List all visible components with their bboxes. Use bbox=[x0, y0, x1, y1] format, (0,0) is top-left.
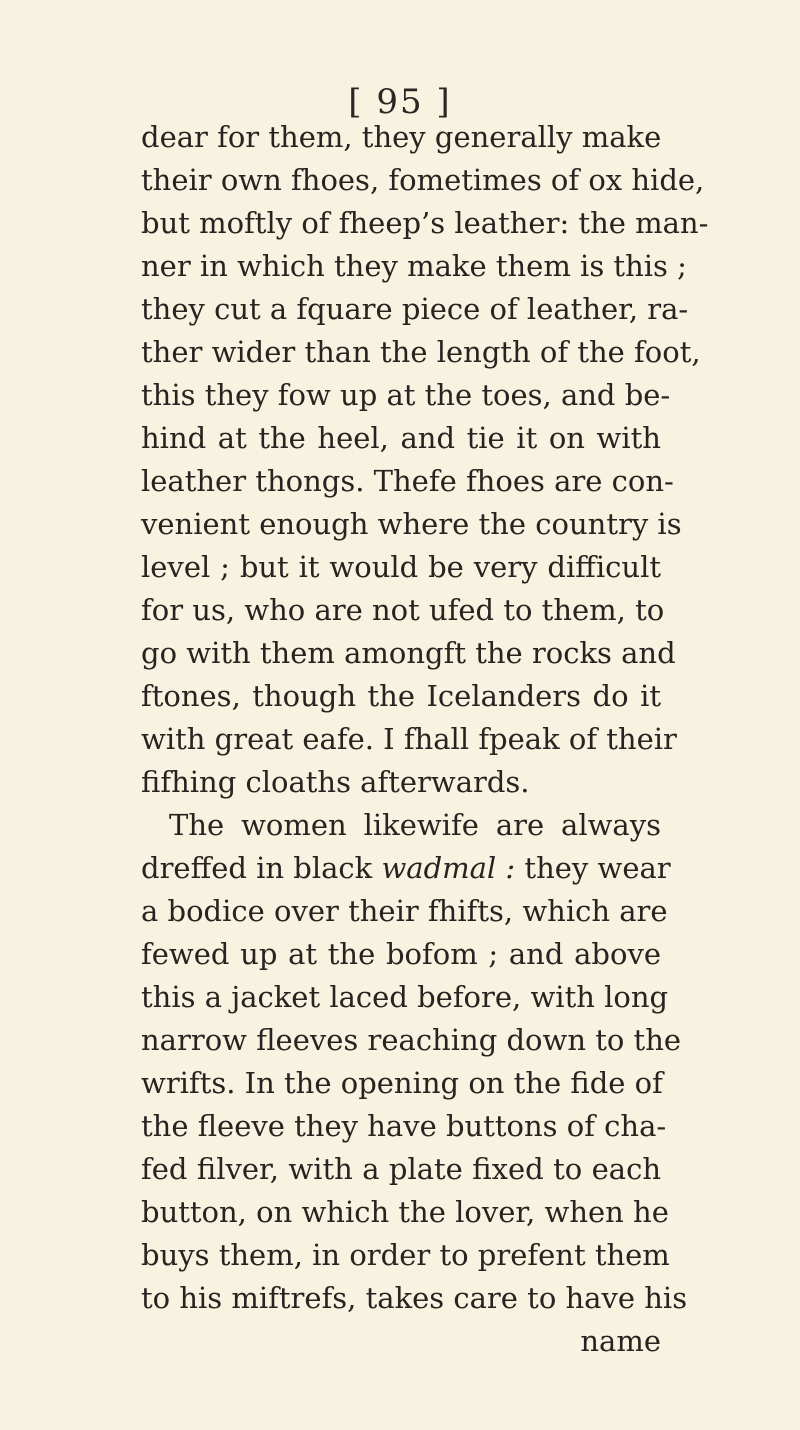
text-line: this they fow up at the toes, and be- bbox=[141, 378, 671, 412]
text-line: fed filver, with a plate fixed to each bbox=[141, 1152, 661, 1186]
text-line: go with them amongft the rocks and bbox=[141, 636, 676, 670]
text-line: narrow fleeves reaching down to the bbox=[141, 1023, 682, 1057]
text-line: wrifts. In the opening on the fide of bbox=[141, 1066, 663, 1100]
text-line: but moftly of fheep’s leather: the man- bbox=[141, 206, 709, 240]
text-line: to his miftrefs, takes care to have his bbox=[141, 1281, 688, 1315]
text-line: button, on which the lover, when he bbox=[141, 1195, 669, 1229]
text-line: leather thongs. Thefe fhoes are con- bbox=[141, 464, 674, 498]
text-line: buys them, in order to prefent them bbox=[141, 1238, 670, 1272]
catchword: name bbox=[580, 1324, 661, 1358]
italic-term: wadmal : bbox=[381, 851, 516, 885]
text-line: ther wider than the length of the foot, bbox=[141, 335, 701, 369]
text-line: fewed up at the bofom ; and above bbox=[141, 937, 661, 971]
text-line: hind at the heel, and tie it on with bbox=[141, 421, 661, 455]
text-line: fifhing cloaths afterwards. bbox=[141, 765, 530, 799]
text-line: the fleeve they have buttons of cha- bbox=[141, 1109, 667, 1143]
page-number-header: [ 95 ] bbox=[348, 82, 452, 122]
text-line: a bodice over their fhifts, which are bbox=[141, 894, 668, 928]
text-line: ftones, though the Icelanders do it bbox=[141, 679, 661, 713]
text-line: with great eafe. I fhall fpeak of their bbox=[141, 722, 677, 756]
text-line: level ; but it would be very difficult bbox=[141, 550, 661, 584]
text-segment: dreffed in black bbox=[141, 851, 382, 885]
text-line: for us, who are not ufed to them, to bbox=[141, 593, 665, 627]
text-line: ner in which they make them is this ; bbox=[141, 249, 687, 283]
text-line: venient enough where the country is bbox=[141, 507, 682, 541]
text-line: this a jacket laced before, with long bbox=[141, 980, 669, 1014]
text-line: their own fhoes, fometimes of ox hide, bbox=[141, 163, 705, 197]
text-line: dear for them, they generally make bbox=[141, 120, 662, 154]
text-line: they cut a fquare piece of leather, ra- bbox=[141, 292, 689, 326]
text-segment: they wear bbox=[515, 851, 671, 885]
paragraph-start-line: The women likewife are always bbox=[169, 808, 661, 842]
